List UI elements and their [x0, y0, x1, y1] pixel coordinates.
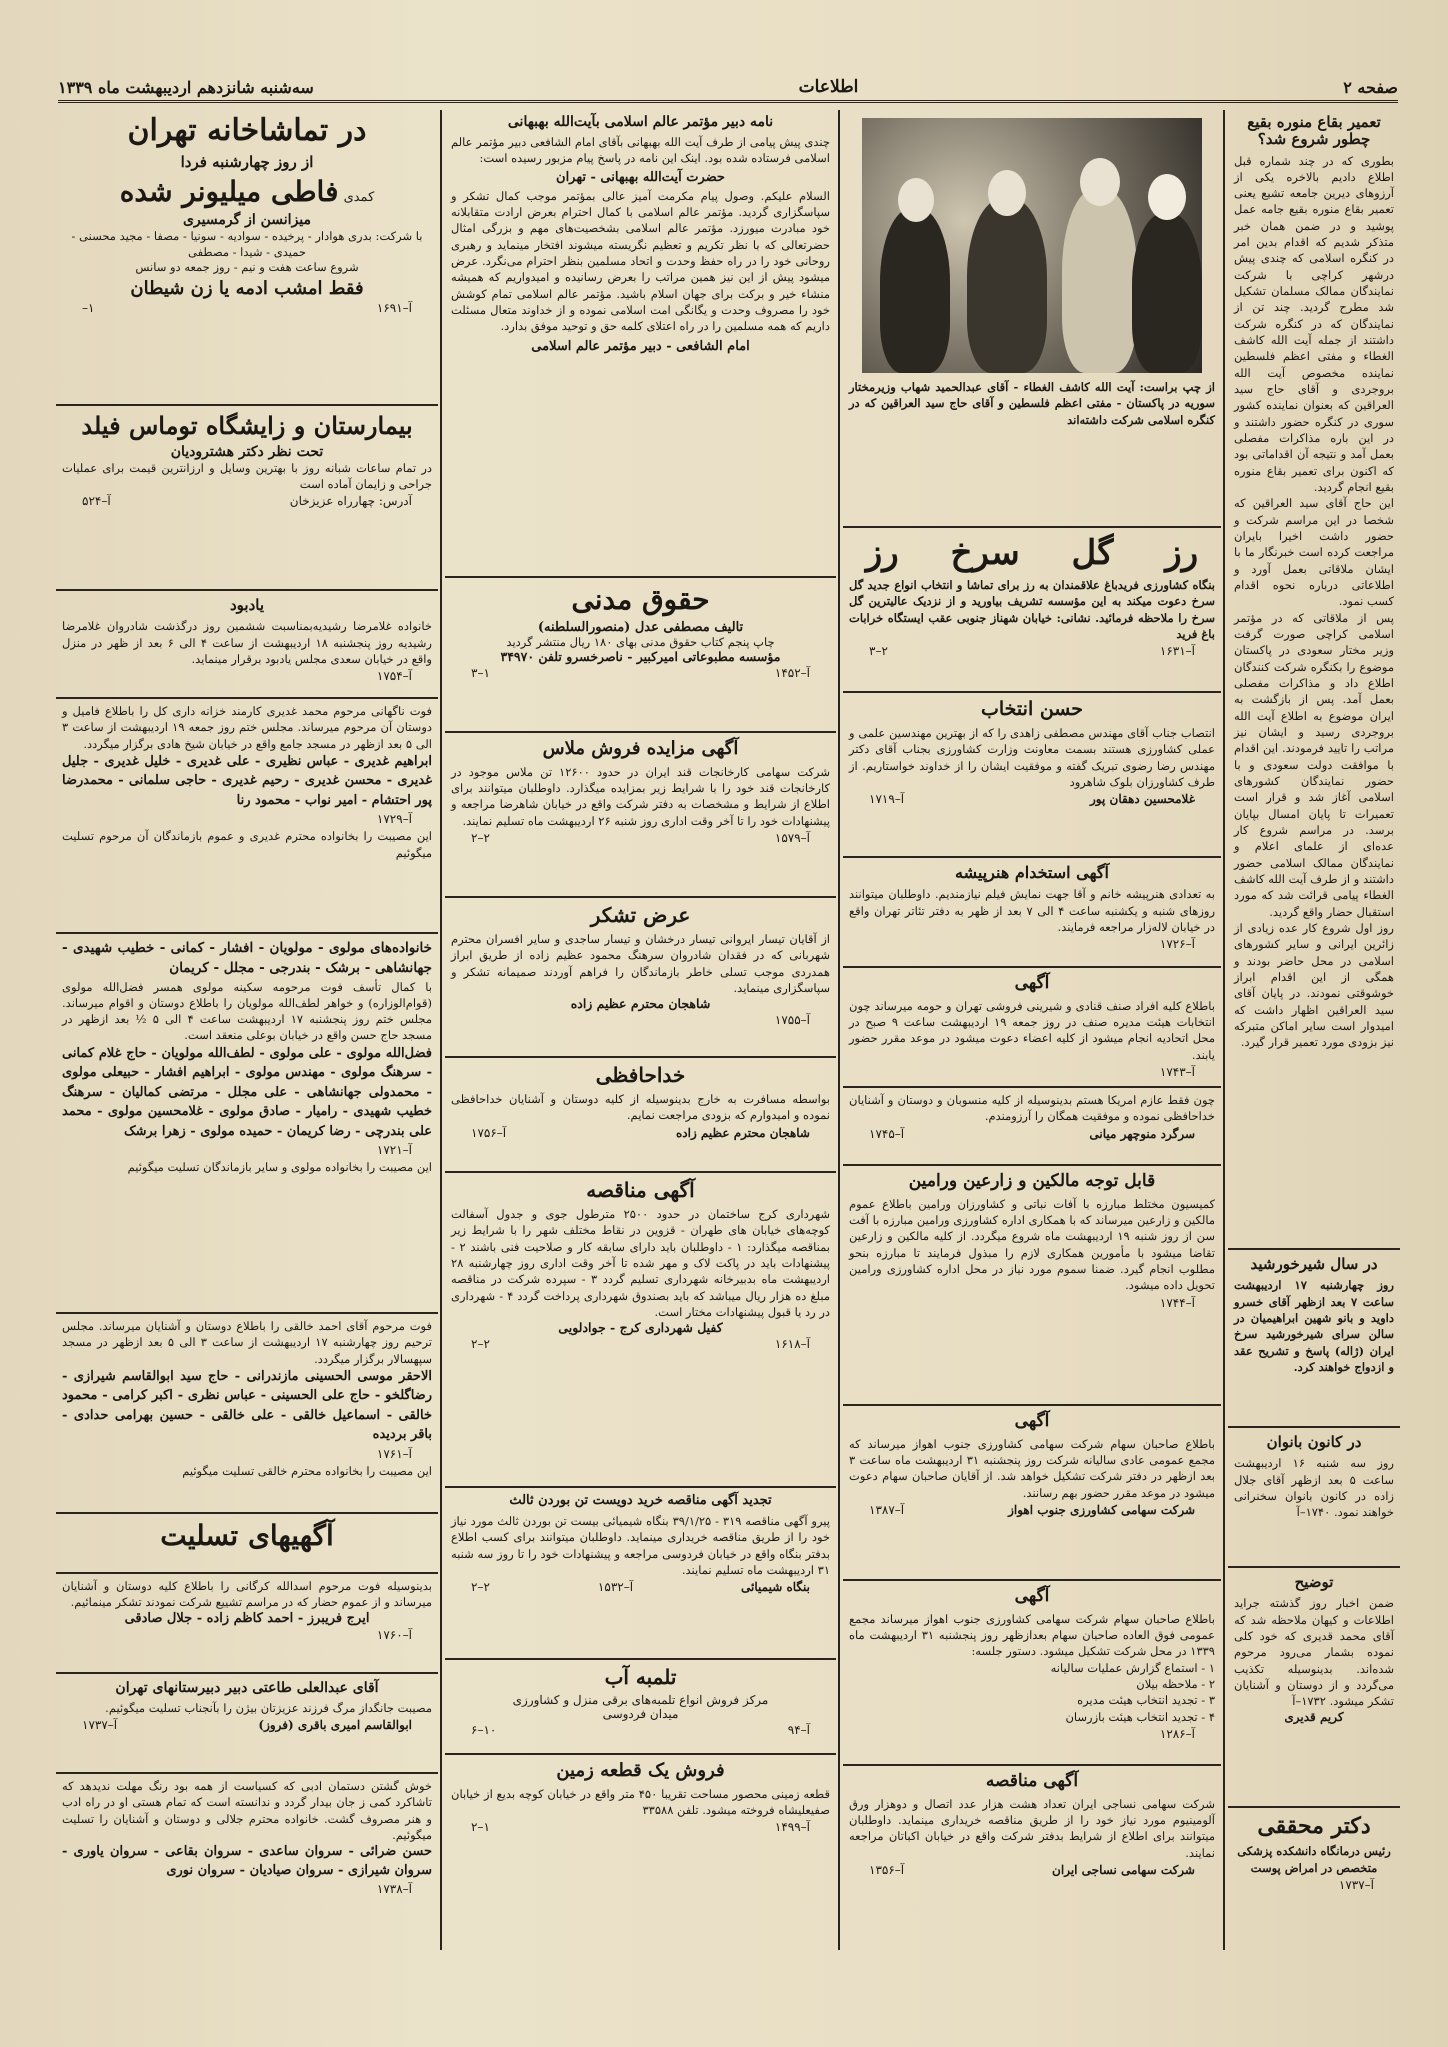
- column-rule: [838, 110, 840, 1950]
- ad-code: [849, 642, 1215, 660]
- khoda-notice: [445, 1058, 836, 1173]
- agenda-item: ۳ - تجدید انتخاب هیئت مدیره: [1077, 1693, 1215, 1708]
- notice-body: فوت مرحوم آقای احمد خالقی را باطلاع دوستان و آشنایان میرساند. مجلس ترحیم روز چهارشنبه ۱۷ اردیبهشت از ساعت ۳ الی ۵ بعد ازظهر در مسجد سپهسالار برگزار میگردد.: [62, 1319, 432, 1366]
- ad-title: آگهی مزایده فروش ملاس: [542, 738, 739, 759]
- article-body: روز اول شروع کار عده زیادی از زائرین ایرانی و سایر کشورهای اسلامی در محل حاضر بودند و همگی از این اقدام ابراز خوشوقتی نمودند. در پایان آقای سید العراقین اظهار داشت که امیدوار است سایر اماکن متبرکه نیز بزودی مورد تعمیر قرار گیرد.: [1234, 920, 1394, 1050]
- article-headline: تعمیر بقاع منوره بقیع چطور شروع شد؟: [1247, 113, 1381, 149]
- ad-title: آگهی مناقصه: [985, 1771, 1079, 1791]
- play-line: [62, 175, 432, 208]
- notice-note: این مصیبت را بخانواده محترم غدیری و عموم بازماندگان آن مرحوم تسلیت میگوئیم: [62, 829, 432, 860]
- taslit-notice-2: [56, 1674, 438, 1774]
- notice-body: انتصاب جناب آقای مهندس مصطفی زاهدی را که از بهترین مهندسین علمی و عملی کشاورزی هستند بسمت معاونت وزارت کشاورزی بجناب آقای دکتر مهندس رضا رضوی تبریک گفته و موفقیت ایشان را از خداوند خواستاریم. از طرف کشاورزان بلوک شاهرود: [849, 725, 1215, 789]
- doctor-ad: [1228, 1808, 1400, 1918]
- play-cast: با شرکت: بدری هوادار - پرخیده - سوادیه - سونیا - مصفا - مجید محسنی - حمیدی - شیدا - مصطفی: [71, 228, 423, 259]
- ad-code-number: آ–۱۳۸۷: [869, 1502, 905, 1517]
- ad-code-number: آ–۱۴۹۹: [774, 1820, 810, 1835]
- ad-code: آ–۱۷۶۱: [376, 1446, 412, 1461]
- ad-code-run: ۱–۳: [471, 666, 490, 681]
- notice-body: ضمن اخبار روز گذشته جراید اطلاعات و کیهان ملاحظه شد که آقای محمد قدیری که خود کلی نموده بشمار می‌رود مرحوم شده‌اند. بدینوسیله تکذیب می‌گردد و از دوستان و آشنایان تشکر میشود. ۱۷۳۲–آ: [1234, 1596, 1394, 1709]
- article-body: پس از ملاقاتی که در مؤتمر اسلامی کراچی صورت گرفت وزیر مختار سعودی در پاکستان موضوع را بکنگره شرکت کنندگان اطلاع داد و مذاکرات مفصلی بعمل آمد. پس از بازگشت به ایران موضوع به اطلاع آیت الله بروجردی رسید و ایشان نیز مراتب را تایید فرمودند. این اقدام با موافقت دولت سعودی و با حضور نمایندگان کشورهای اسلامی آغاز شد و قرار است تعمیرات تا پایان امسال بپایان برسد. در مراسم شروع کار عده‌ای از علمای اعلام و نمایندگان ممالک اسلامی حضور داشتند و از طرف آیت الله کاشف الغطاء پیامی قرائت شد که مورد استقبال حضار واقع گردید.: [1234, 610, 1394, 919]
- notice-note: این مصیبت را بخانواده محترم خالقی تسلیت میگوئیم: [182, 1463, 432, 1478]
- ad-address: آدرس: چهارراه عزیزخان: [289, 494, 412, 509]
- ad-code-run: ۲–۳: [869, 644, 888, 659]
- notice-names: ایرج فریبرز - احمد کاظم زاده - جلال صادقی: [124, 1610, 370, 1626]
- taslit-header: [56, 1514, 438, 1574]
- ad-date: از روز چهارشنبه فردا: [180, 152, 314, 171]
- notice-body: روز سه شنبه ۱۶ اردیبهشت ساعت ۵ بعد ازظهر آقای جلال زاده در کانون بانوان سخنرانی خواهند نمود. ۱۷۴۰–آ: [1234, 1456, 1394, 1520]
- article-headline: نامه دبیر مؤتمر عالم اسلامی بآیت‌الله بهبهانی: [507, 114, 774, 130]
- notice-footer: [849, 1125, 1215, 1143]
- ad-title: آگهی استخدام هنرپیشه: [955, 863, 1109, 882]
- rose-ad: [843, 528, 1221, 693]
- ad-code: آ–۱۷۲۶: [1159, 937, 1195, 952]
- ad-body: باطلاع صاحبان سهام شرکت سهامی کشاورزی جنوب اهواز میرساند که مجمع عمومی عادی سالیانه شرکت روز پنجشنبه ۳۱ اردیبهشت ماه ساعت ۳ بعد ازظهر در دفتر شرکت تشکیل خواهد شد. از آقایان صاحبان سهام دعوت میشود در موعد مقرر حضور بهم رسانند.: [849, 1436, 1216, 1500]
- ad-body: کمیسیون مختلط مبارزه با آفات نباتی و کشاورزان ورامین باطلاع عموم مالکین و زارعین میرساند که با همکاری اداره کشاورزی ورامین مبارزه با آفت سن از روز شنبه ۱۹ اردیبهشت ماه شروع میگردد. از کلیه مالکین و زارعین تقاضا میشود با مأمورین همکاری لازم را مبذول فرمایند تا مبارزه بنحو مطلوب انجام گیرد. ضمنا سموم مورد نیاز در محل اداره کشاورزی ورامین تحویل داده میشود.: [848, 1196, 1216, 1293]
- ad-title: قابل توجه مالکین و زارعین ورامین: [908, 1171, 1156, 1191]
- ad-code-number: آ–۱۷۱۹: [869, 792, 905, 807]
- notice-title: در سال شیرخورشید: [1250, 1255, 1378, 1273]
- notice-names: فضل‌الله مولوی - علی مولوی - لطف‌الله مولویان - حاج غلام کمانی - سرهنگ مولوی - مهندس مولوی - ابراهیم افشار - حبیعلی مولوی - محمدولی جهانشاهی - علی مجلل - مرتضی کمالیان - سرهنگ خطیب شهیدی - رامیار - صادق مولوی - غلامحسین مولوی - محمد علی بندرچی - رضا کریمان - حمیده مولوی - زهرا برشک: [62, 1045, 432, 1139]
- ad-title: تجدید آگهی مناقصه خرید دویست تن بوردن ثالث: [509, 1493, 772, 1508]
- notice-title: خداحافظی: [595, 1063, 686, 1087]
- page-number: صفحه ۲: [1343, 77, 1398, 97]
- ad-body: پیرو آگهی مناقصه ۳۱۹ - ۳۹/۱/۲۵ بنگاه شیمیائی بیست تن بوردن ثالث مورد نیاز خود را از طریق مناقصه خریداری مینماید. داوطلبان میتوانند برای کسب اطلاع بدفتر بنگاه واقع در خیابان فردوسی مراجعه و پیشنهادات خود را تا روز سه شنبه ۳۱ اردیبهشت ماه تسلیم نمایند.: [451, 1513, 830, 1577]
- book-desc: چاپ پنجم کتاب حقوق مدنی بهای ۱۸۰ ریال منتشر گردید: [506, 635, 775, 650]
- notice-signature: شرکت سهامی کشاورزی جنوب اهواز: [1008, 1502, 1195, 1517]
- ad-code-number: آ–۱۶۱۸: [774, 1337, 810, 1352]
- ad-code-number: آ–۵۲۴: [82, 494, 111, 509]
- yadbud-notice: [56, 591, 438, 699]
- notice-signature: ابوالقاسم امیری باقری (فروز): [258, 1718, 412, 1733]
- taslit-notice-1: [56, 1574, 438, 1674]
- ad-code-run: ۲–۲: [471, 831, 490, 845]
- ad-code-number: آ–۱۵۳۲: [597, 1580, 634, 1595]
- ad-code: [451, 829, 830, 847]
- agahi-ad-3: [843, 1581, 1221, 1766]
- notice-title: عرض تشکر: [590, 903, 691, 927]
- notice-body: با کمال تأسف فوت مرحومه سکینه مولوی همسر فضل‌الله مولوی (قوام‌الوزاره) و خواهر لطف‌الله مولویان را باطلاع دوستان و اقوام میرساند. مجلس ختم روز پنجشنبه ۱۷ اردیبهشت ساعت ۴ الی ۵ ½ بعد ازظهر در مسجد حاج حسن واقع در خیابان بوعلی منعقد است.: [62, 979, 433, 1043]
- news-photo: [862, 118, 1202, 373]
- play-time: شروع ساعت هفت و نیم - روز جمعه دو سانس: [135, 260, 359, 275]
- manaqese2-ad: [445, 1173, 836, 1488]
- safar-notice: [843, 1088, 1221, 1166]
- ad-code-run: ۱–۲: [471, 1820, 490, 1835]
- agenda-item: ۴ - تجدید انتخاب هیئت بازرسان: [1065, 1709, 1215, 1724]
- notice-footer: [62, 1716, 432, 1734]
- notice-names: الاحقر موسی الحسینی مازندرانی - حاج سید ابوالقاسم شیرازی - رضاگلخو - حاج علی الحسینی - عباس نظری - اکبر کرامی - محمود خالقی - اسماعیل خالقی - علی خالقی - حسین بهرامی حدادی - باقر بردیده: [62, 1368, 432, 1443]
- notice-note: این مصیبت را بخانواده مولوی و سایر بازماندگان تسلیت میگوئیم: [127, 1160, 432, 1175]
- tajdid-ad: [445, 1488, 836, 1660]
- ad-body: شرکت سهامی کارخانجات قند ایران در حدود ۱۲۶۰۰ تن ملاس موجود در کارخانجات قند خود را با شرایط زیر بمزایده میگذارد. داوطلبان میتوانند برای اطلاع از شرایط و مشخصات به دفتر شرکت واقع در خیابان شاهرضا مراجعه و پیشنهادات خود را تا آخر وقت اداری روز شنبه ۲۶ اردیبهشت ماه تسلیم نمایند.: [451, 764, 830, 828]
- molavi-notice: [56, 934, 438, 1314]
- ad-code-number: آ–۱۷۳۷: [82, 1718, 118, 1733]
- kanoon-notice: [1228, 1428, 1400, 1568]
- taslit-notice-3: [56, 1774, 438, 1904]
- ad-body: در تمام ساعات شبانه روز با بهترین وسایل و ارزانترین قیمت برای عملیات جراحی و زایمان آماده است: [62, 460, 432, 491]
- play-type: کمدی: [343, 189, 375, 205]
- letter-signature: امام الشافعی - دبیر مؤتمر عالم اسلامی: [531, 338, 750, 354]
- ad-code-number: آ–۱۵۷۹: [774, 831, 810, 845]
- agahi-ad-2: [843, 1406, 1221, 1581]
- column-4: [56, 108, 438, 1904]
- paper-name: اطلاعات: [798, 77, 859, 97]
- ad-code: آ–۱۷۳۸: [376, 1882, 412, 1897]
- ad-code-run: ۲–۲: [471, 1337, 490, 1352]
- agenda-item: ۲ - ملاحظه بیلان: [1136, 1676, 1215, 1691]
- notice-title: توضیح: [1294, 1573, 1334, 1591]
- notice-signature: شاهجان محترم عظیم زاده: [570, 996, 711, 1012]
- notice-body: خوش گشتن دستمان ادبی که کسیاست از همه بود رنگ مهلت ندیدهد که تاشاکرد کمی ز جان بیدار گردد و ندانسته است که تمام هستی او در راه ادب و هنر مصروف گشت. خانواده محترم جلالی و دوستان و آشنایان را تسلیت میگوئیم.: [62, 1779, 432, 1842]
- tashakor-notice: [445, 898, 836, 1058]
- notice-body: مصیبت جانگداز مرگ فرزند عزیزتان بیژن را بآنجناب تسلیت میگوئیم.: [105, 1701, 432, 1716]
- hospital-sub: تحت نظر دکتر هشترودیان: [170, 443, 324, 460]
- ad-title: آگهی مناقصه: [586, 1178, 695, 1202]
- fout-notice-1: [56, 699, 438, 934]
- hospital-ad: [56, 406, 438, 591]
- ad-title: رز گل سرخ رز: [865, 533, 1199, 573]
- ad-code-number: آ–۱۶۹۱: [376, 301, 412, 316]
- play-director: میزانسن از گرمسیری: [182, 211, 312, 228]
- notice-signature: شرکت سهامی نساجی ایران: [1052, 1862, 1195, 1877]
- ad-code: آ–۱۷۲۱: [376, 1143, 412, 1158]
- notice-title: در کانون بانوان: [1266, 1433, 1362, 1451]
- ad-body: مرکز فروش انواع تلمبه‌های برقی منزل و کشاورزی: [512, 1693, 769, 1707]
- notice-signature: سرگرد منوچهر میانی: [1089, 1126, 1195, 1141]
- article-body: السلام علیکم. وصول پیام مکرمت آمیز عالی بمؤتمر موجب کمال تشکر و سپاسگزاری گردید. مؤتمر عالم اسلامی با کمال احترام بعرض ارادت متقابلانه خود مبادرت میورزد. مؤتمر عالم اسلامی بشخصیت‌های مهم و بزرگی امثال حضرتعالی که با نظر تکریم و تعظیم نگریسته میشوند افتخار مینماید و رهبری روحانی خود را در راه حفظ وحدت و اتحاد مسلمین بنظر احترام می‌نگرد. عرض میشود پیش از این نیز همین مراتب را بعرض رسانیده و امیدواریم که همیشه منشاء خیر و برکت برای جهان اسلام باشید. مؤتمر عالم اسلامی تمام کوشش خود را مصروف وحدت و یگانگی امت اسلامی نموده و از خداوند متعال مسئلت داریم که همه مسلمین را در راه اعتلای کلمه حق و توحید موفق بدارد.: [451, 188, 830, 334]
- book-author: تالیف مصطفی عدل (منصورالسلطنه): [537, 620, 744, 636]
- column-rule: [440, 110, 442, 1950]
- ad-code: آ–۱۷۴۴: [1159, 1295, 1195, 1310]
- page-header: [58, 74, 1398, 103]
- ad-code-run: ۱–: [82, 301, 95, 316]
- agenda-item: ۱ - استماع گزارش عملیات سالیانه: [1050, 1660, 1215, 1675]
- ad-title: در تماشاخانه تهران: [127, 113, 367, 148]
- ad-code-number: آ–۱۳۵۶: [869, 1862, 905, 1877]
- column-2: [843, 108, 1221, 1886]
- photo-block: [843, 108, 1221, 528]
- notice-signature: غلامحسین دهقان پور: [1090, 792, 1195, 807]
- ad-code-number: آ–۱۴۵۲: [774, 666, 810, 681]
- letter-salute: حضرت آیت‌الله بهبهانی - تهران: [556, 169, 725, 185]
- column-3: [445, 108, 836, 1855]
- ad-code: آ–۱۷۵۴: [376, 669, 412, 684]
- tolombe-ad: [445, 1660, 836, 1755]
- article-intro: چندی پیش پیامی از طرف آیت الله بهبهانی بآقای امام الشافعی دبیر مؤتمر عالم اسلامی فرستاده شده بود. اینک این نامه در پاسخ پیام مزبور رسیده است:: [451, 135, 830, 166]
- ad-title: آگهی: [1014, 1411, 1050, 1431]
- ad-code: آ–۱۷۶۰: [376, 1627, 412, 1642]
- hoquq-ad: [445, 578, 836, 733]
- mozayede-ad: [445, 733, 836, 898]
- ad-body: بنگاه کشاورزی فریدباغ علاقمندان به رز برای تماشا و انتخاب انواع جدید گل سرخ دعوت میکند به این مؤسسه تشریف بیاورید و از نزدیک عالیترین گل سرخ را ملاحظه فرمائید. نشانی: خیابان شهناز جنوبی عقب ایستگاه خرابات باغ فرید: [849, 578, 1215, 642]
- malekin-ad: [843, 1166, 1221, 1406]
- article-body: بطوری که در چند شماره قبل اطلاع دادیم بالاخره یکی از آرزوهای دیرین جامعه تشیع یعنی تعمیر بقاع منوره بقیع جامه عمل پوشید و در ضمن همان خبر متذکر شدیم که اقدام بدین امر در کنگره اسلامی که چندی پیش درشهر کراچی با شرکت نمایندگان ممالک مسلمان تشکیل شد مطرح گردید. چند تن از نمایندگان که در کنگره شرکت داشتند از جمله آیت الله کاشف الغطاء و مفتی اعظم فلسطین نماینده مخصوص آیت الله بروجردی و آقای حاج سید العراقین که بعنوان نماینده کشور سوری در کنگره حضور داشتند و در این باره مذاکرات مفصلی بعمل آمد و نتیجه آن اقداماتی بود که اکنون برای تعمیر بقاع منوره بقیع انجام گردید.: [1234, 153, 1394, 495]
- notice-footer: [849, 1861, 1215, 1879]
- ad-code: آ–۱۷۲۹: [376, 812, 412, 827]
- ad-title: تلمبه آب: [604, 1665, 677, 1689]
- page-date: سه‌شنبه شانزدهم اردیبهشت ماه ۱۳۳۹: [58, 77, 314, 97]
- article-body: این حاج آقای سید العراقین که شخصا در این مراسم شرکت و حضور داشت اخیرا بایران مراجعت کرده است خبرنگار ما با ایشان ملاقاتی بعمل آورد و اطلاعاتی درباره نحوه اقدام کسب نمود.: [1234, 496, 1394, 609]
- notice-body: چون فقط عازم امریکا هستم بدینوسیله از کلیه منسوبان و دوستان و آشنایان خداحافظی نموده و موفقیت همگان را آرزومندم.: [849, 1093, 1215, 1124]
- ad-body: به تعدادی هنرپیشه خانم و آقا جهت نمایش فیلم نیازمندیم. داوطلبان میتوانند روزهای شنبه و یکشنبه ساعت ۴ الی ۷ بعد از ظهر به دفتر تئاتر تهران واقع در خیابان لاله‌زار مراجعه فرمایند.: [849, 887, 1215, 935]
- notice-signature: شاهجان محترم عظیم زاده: [675, 1125, 810, 1140]
- ad-address: میدان فردوسی: [602, 1707, 679, 1721]
- ad-body: قطعه زمینی محصور مساحت تقریبا ۴۵۰ متر واقع در خیابان کوچه بدیع از خیابان صفیعلیشاه فروخته میشود. تلفن ۳۳۵۸۸: [451, 1786, 830, 1818]
- notice-title: آقای عبدالعلی طاعتی دبیر دبیرستانهای تهران: [115, 1680, 379, 1696]
- ad-code: [451, 1335, 830, 1353]
- ad-title: فروش یک قطعه زمین: [556, 1760, 725, 1781]
- photo-caption: از چپ براست: آیت الله کاشف الغطاء - آقای عبدالحمید شهاب وزیرمختار سوریه در پاکستان - مفتی اعظم فلسطین و آقای حاج سید العراقین که در کنگره اسلامی شرکت داشته‌اند: [849, 380, 1215, 427]
- play-last: فقط امشب ادمه یا زن شیطان: [130, 278, 364, 300]
- notice-footer: [451, 1124, 830, 1142]
- notice-footer: [849, 1501, 1215, 1519]
- ad-code: آ–۱۷۴۳: [1159, 1064, 1195, 1079]
- ad-code: آ–۱۲۸۶: [1159, 1726, 1195, 1741]
- notice-body: از آقایان تیسار ایروانی تیسار درخشان و تیسار ساجدی و سایر افسران محترم شهربانی که در فقدان شادروان سرهنگ محمود عظیم زاده از طریق ابراز همدردی موجب تسلی خاطر بازماندگان را فراهم آوردند صمیمانه تشکر و سپاسگزاری مینماید.: [451, 932, 830, 995]
- theater-ad: [56, 108, 438, 406]
- ad-code-number: آ–۹۴: [787, 1723, 810, 1737]
- wedding-notice: [1228, 1250, 1400, 1428]
- notice-signature: کفیل شهرداری کرج - جوادلویی: [558, 1320, 723, 1336]
- notice-body: روز چهارشنبه ۱۷ اردیبهشت ساعت ۷ بعد ازظهر آقای خسرو داوید و بانو شهین ابراهیمیان در سالن سرای شیرخورشید سرخ ایران (ژاله) پاسخ و تشریح عقد و ازدواج خواهند کرد.: [1234, 1278, 1394, 1374]
- notice-footer: [62, 492, 432, 510]
- notice-body: فوت ناگهانی مرحوم محمد غدیری کارمند خزانه داری کل را باطلاع فامیل و دوستان آن مرحوم میرساند. مجلس ختم روز جمعه ۱۹ اردیبهشت از ساعت ۳ الی ۵ بعد ازظهر در مسجد جامع واقع در خیابان شیخ هادی برگزار میگردد.: [62, 704, 432, 751]
- estekhdam-ad: [843, 858, 1221, 968]
- agahi-ad-1: [843, 968, 1221, 1088]
- notice-body: بدینوسیله فوت مرحوم اسدالله کرگانی را باطلاع کلیه دوستان و آشنایان میرساند و از عموم حضار که در مراسم تشییع شرکت نمودند تشکر مینمائیم.: [62, 1579, 432, 1610]
- ad-code-run: ۲–۲: [471, 1580, 490, 1595]
- monaqese-ad: [843, 1766, 1221, 1886]
- ad-body: شرکت سهامی نساجی ایران تعداد هشت هزار عدد اتصال و دوهزار ورق آلومینیوم مورد نیاز خود را از طریق مناقصه خریداری مینماید. داوطلبان میتوانند برای اطلاع از شرایط بدفتر شرکت واقع در خیابان اکباتان مراجعه نمایند.: [849, 1796, 1215, 1860]
- ad-title: حقوق مدنی: [571, 583, 710, 616]
- ad-title: بیمارستان و زایشگاه توماس فیلد: [81, 411, 413, 440]
- bagi-article: [1228, 108, 1400, 1250]
- notice-footer: [849, 790, 1215, 808]
- play-title: فاطی میلیونر شده: [119, 174, 339, 208]
- ad-code: آ–۱۷۳۷: [1338, 1877, 1374, 1892]
- tozih-notice: [1228, 1568, 1400, 1808]
- column-rule: [1223, 110, 1225, 1950]
- ad-code: [62, 299, 432, 317]
- notice-footer: [451, 1578, 830, 1596]
- ad-title: دکتر محققی: [1257, 1813, 1371, 1839]
- ad-code-number: آ–۱۷۵۶: [471, 1125, 507, 1140]
- ad-body: شهرداری کرج ساختمان در حدود ۲۵۰۰ مترطول جوی و جدول آسفالت کوچه‌های خیابان های طهران - قزوین در نقاط مختلف شهر را با شرایط زیر بمناقصه میگذارد: ۱ - داوطلبان باید دارای سابقه کار و صلاحیت فنی باشند ۲ - پیشنهادات باید در پاکت لاک و مهر شده تا آخر وقت اداری روز چهارشنبه ۲۸ اردیبهشت ماه بدبیرخانه شهرداری تسلیم گردد ۳ - سپرده شرکت در مناقصه مبلغ ده هزار ریال میباشد که باید بصندوق شهرداری پرداخت گردد ۴ - شهرداری در رد یا قبول پیشنهادات مختار است.: [451, 1207, 831, 1319]
- ad-body: باطلاع صاحبان سهام شرکت سهامی کشاورزی جنوب اهواز میرساند مجمع عمومی فوق العاده صاحبان سهام بعدازظهر روز پنجشنبه ۳۱ اردیبهشت ماه ۱۳۳۹ در محل شرکت تشکیل میشود. دستور جلسه:: [849, 1611, 1215, 1659]
- ad-code: [451, 664, 830, 682]
- notice-families: خانواده‌های مولوی - مولویان - افشار - کمانی - خطیب شهیدی - جهانشاهی - برشک - بندرجی - مجلل - کریمان: [62, 940, 432, 977]
- mazandarani-notice: [56, 1314, 438, 1514]
- ad-title: آگهی: [1014, 1586, 1050, 1606]
- section-title: آگهیهای تسلیت: [160, 1519, 334, 1552]
- nameh-article: [445, 108, 836, 578]
- ad-code: [451, 1818, 830, 1836]
- notice-title: حسن انتخاب: [980, 698, 1083, 720]
- notice-names: حسن ضرائی - سروان ساعدی - سروان بقاعی - سروان یاوری - سروان شیرازی - سروان صیادیان - سروان نوری: [62, 1844, 432, 1878]
- ad-body: باطلاع کلیه افراد صنف قنادی و شیرینی فروشی تهران و حومه میرساند چون انتخابات هیئت مدیره صنف در روز جمعه ۱۹ اردیبهشت ساعت ۹ صبح در محل اتحادیه انجام میشود از کلیه اعضاء دعوت میشود در موعد مقرر حضور یابند.: [849, 998, 1215, 1062]
- notice-body: خانواده غلامرضا رشیدیه‌بمناسبت ششمین روز درگذشت شادروان غلامرضا رشیدیه روز پنجشنبه ۱۸ اردیبهشت از ساعت ۴ الی ۶ بعد از ظهر در منزل واقع در خیابان سعدی مجلس یادبود برقرار مینماید.: [62, 619, 432, 666]
- ad-code-number: آ–۱۶۳۱: [1159, 644, 1195, 659]
- ad-code-run: ۱۰–۶: [471, 1723, 497, 1737]
- entekhab-notice: [843, 693, 1221, 858]
- ad-code: آ–۱۷۵۵: [774, 1013, 810, 1028]
- ad-code-number: آ–۱۷۴۵: [869, 1126, 905, 1141]
- ad-code: [451, 1721, 830, 1739]
- notice-names: ابراهیم غدیری - عباس نظیری - علی غدیری - خلیل غدیری - جلیل غدیری - محسن غدیری - رحیم غدیری - حاجی سلمانی - محمدرضا پور احتشام - امیر نواب - محمود رنا: [62, 753, 432, 808]
- notice-title: یادبود: [229, 596, 265, 614]
- notice-signature: کریم قدیری: [1284, 1709, 1344, 1724]
- ad-title: آگهی: [1014, 973, 1050, 993]
- notice-body: بواسطه مسافرت به خارج بدینوسیله از کلیه دوستان و آشنایان خداحافظی نموده و امیدوارم که بزودی مراجعت نمایم.: [451, 1092, 830, 1123]
- zamin-ad: [445, 1755, 836, 1855]
- publisher: مؤسسه مطبوعاتی امیرکبیر - ناصرخسرو تلفن ۳۴۹۷۰: [500, 649, 781, 665]
- column-1: [1228, 108, 1400, 1918]
- notice-signature: بنگاه شیمیائی: [741, 1580, 810, 1595]
- ad-body: رئیس درمانگاه دانشکده پزشکی متخصص در امراض پوست: [1237, 1844, 1391, 1875]
